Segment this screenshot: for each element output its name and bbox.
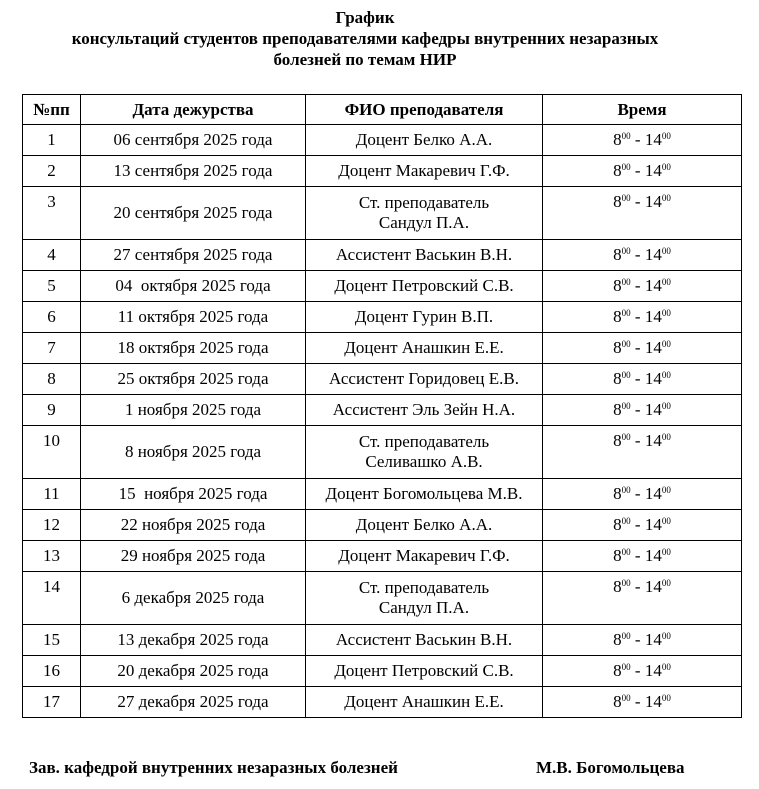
time-start-minutes: 00	[621, 516, 631, 526]
time-end: 14	[644, 369, 662, 388]
consultation-time	[543, 426, 742, 479]
consultation-time	[543, 656, 742, 687]
time-start-minutes: 00	[621, 662, 631, 672]
time-separator: -	[630, 431, 645, 450]
duty-date: 13 сентября 2025 года	[81, 156, 306, 187]
header-teacher: ФИО преподавателя	[306, 95, 543, 125]
time-range	[613, 276, 671, 295]
time-start-minutes: 00	[621, 485, 631, 495]
time-start: 8	[613, 276, 622, 295]
time-range	[613, 130, 671, 149]
teacher-name-line: Доцент Гурин В.П.	[354, 307, 494, 326]
time-separator: -	[630, 546, 645, 565]
table-row	[23, 240, 742, 271]
table-header-row	[23, 95, 742, 125]
schedule-body	[23, 125, 742, 718]
time-range	[613, 484, 671, 503]
time-end-minutes: 00	[661, 516, 671, 526]
table-row	[23, 302, 742, 333]
time-start: 8	[613, 515, 622, 534]
row-number: 14	[23, 572, 81, 625]
consultation-time	[543, 302, 742, 333]
teacher-name	[306, 333, 543, 364]
row-number: 8	[23, 364, 81, 395]
time-end: 14	[644, 546, 662, 565]
time-end-minutes: 00	[661, 131, 671, 141]
teacher-name-line: Ассистент Васькин В.Н.	[335, 630, 513, 649]
teacher-name-line: Доцент Петровский С.В.	[334, 661, 514, 680]
time-separator: -	[630, 276, 645, 295]
consultation-time	[543, 240, 742, 271]
title-line-1: График	[335, 8, 395, 27]
header-date: Дата дежурства	[81, 95, 306, 125]
consultation-time	[543, 510, 742, 541]
duty-date: 11 октября 2025 года	[81, 302, 306, 333]
teacher-name-line: Доцент Богомольцева М.В.	[325, 484, 523, 503]
row-number: 10	[23, 426, 81, 479]
time-end-minutes: 00	[661, 432, 671, 442]
time-range	[613, 546, 671, 565]
row-number: 5	[23, 271, 81, 302]
row-number: 6	[23, 302, 81, 333]
time-start: 8	[613, 338, 622, 357]
time-end-minutes: 00	[661, 339, 671, 349]
time-start-minutes: 00	[621, 131, 631, 141]
duty-date: 8 ноября 2025 года	[81, 426, 306, 479]
table-row	[23, 187, 742, 240]
schedule-table	[22, 94, 742, 718]
table-row	[23, 479, 742, 510]
duty-date: 04 октября 2025 года	[81, 271, 306, 302]
row-number: 2	[23, 156, 81, 187]
teacher-name-line: Доцент Макаревич Г.Ф.	[338, 546, 510, 565]
time-end: 14	[644, 577, 662, 596]
teacher-name	[306, 302, 543, 333]
time-end: 14	[644, 338, 662, 357]
time-separator: -	[630, 307, 645, 326]
header-time: Время	[543, 95, 742, 125]
consultation-time	[543, 187, 742, 240]
time-range	[613, 369, 671, 388]
consultation-time	[543, 333, 742, 364]
time-end: 14	[644, 400, 662, 419]
time-range	[613, 577, 671, 596]
time-start: 8	[613, 484, 622, 503]
time-end: 14	[644, 192, 662, 211]
teacher-name	[306, 271, 543, 302]
time-separator: -	[630, 369, 645, 388]
table-row	[23, 271, 742, 302]
duty-date: 20 декабря 2025 года	[81, 656, 306, 687]
teacher-name-line: Доцент Анашкин Е.Е.	[344, 338, 504, 357]
teacher-name-line: Сандул П.А.	[378, 213, 470, 232]
time-separator: -	[630, 484, 645, 503]
teacher-name	[306, 426, 543, 479]
row-number: 1	[23, 125, 81, 156]
time-end-minutes: 00	[661, 547, 671, 557]
teacher-name-line: Ассистент Эль Зейн Н.А.	[332, 400, 516, 419]
time-separator: -	[630, 577, 645, 596]
consultation-time	[543, 541, 742, 572]
title-line-2: консультаций студентов преподавателями кафедры внутренних незаразных	[71, 29, 659, 48]
row-number: 15	[23, 625, 81, 656]
table-row	[23, 333, 742, 364]
time-range	[613, 192, 671, 211]
table-row	[23, 426, 742, 479]
time-end: 14	[644, 692, 662, 711]
time-start-minutes: 00	[621, 631, 631, 641]
teacher-name-line: Ассистент Горидовец Е.В.	[329, 369, 519, 388]
time-range	[613, 245, 671, 264]
time-end: 14	[644, 515, 662, 534]
consultation-time	[543, 572, 742, 625]
time-end-minutes: 00	[661, 485, 671, 495]
row-number: 12	[23, 510, 81, 541]
document-title	[0, 7, 730, 70]
time-end-minutes: 00	[661, 193, 671, 203]
row-number: 9	[23, 395, 81, 426]
teacher-name	[306, 687, 543, 718]
time-range	[613, 692, 671, 711]
time-separator: -	[630, 338, 645, 357]
time-end-minutes: 00	[661, 401, 671, 411]
time-range	[613, 307, 671, 326]
time-end: 14	[644, 630, 662, 649]
row-number: 17	[23, 687, 81, 718]
time-range	[613, 630, 671, 649]
row-number: 4	[23, 240, 81, 271]
time-end-minutes: 00	[661, 631, 671, 641]
time-start-minutes: 00	[621, 246, 631, 256]
footer-signatory: М.В. Богомольцева	[536, 758, 685, 777]
duty-date: 25 октября 2025 года	[81, 364, 306, 395]
duty-date: 29 ноября 2025 года	[81, 541, 306, 572]
time-range	[613, 161, 671, 180]
time-start: 8	[613, 161, 622, 180]
time-end-minutes: 00	[661, 277, 671, 287]
time-start: 8	[613, 245, 622, 264]
time-start: 8	[613, 130, 622, 149]
time-separator: -	[630, 400, 645, 419]
time-end: 14	[644, 484, 662, 503]
teacher-name	[306, 510, 543, 541]
table-row	[23, 687, 742, 718]
teacher-name	[306, 187, 543, 240]
table-row	[23, 541, 742, 572]
duty-date: 15 ноября 2025 года	[81, 479, 306, 510]
title-line-3: болезней по темам НИР	[273, 50, 457, 69]
time-separator: -	[630, 245, 645, 264]
time-start: 8	[613, 577, 622, 596]
time-range	[613, 661, 671, 680]
teacher-name	[306, 364, 543, 395]
time-start: 8	[613, 630, 622, 649]
time-end-minutes: 00	[661, 662, 671, 672]
time-end: 14	[644, 130, 662, 149]
teacher-name	[306, 125, 543, 156]
consultation-time	[543, 395, 742, 426]
teacher-name-line: Доцент Макаревич Г.Ф.	[338, 161, 510, 180]
time-separator: -	[630, 630, 645, 649]
duty-date: 6 декабря 2025 года	[81, 572, 306, 625]
time-start: 8	[613, 661, 622, 680]
time-end: 14	[644, 307, 662, 326]
table-row	[23, 510, 742, 541]
time-start-minutes: 00	[621, 308, 631, 318]
time-separator: -	[630, 661, 645, 680]
time-start: 8	[613, 431, 622, 450]
teacher-name	[306, 656, 543, 687]
teacher-name-line: Ст. преподаватель	[358, 578, 490, 597]
footer-position: Зав. кафедрой внутренних незаразных болезней	[29, 758, 398, 777]
row-number: 11	[23, 479, 81, 510]
consultation-time	[543, 625, 742, 656]
header-number: №пп	[23, 95, 81, 125]
teacher-name	[306, 479, 543, 510]
time-start-minutes: 00	[621, 578, 631, 588]
time-end-minutes: 00	[661, 370, 671, 380]
time-start-minutes: 00	[621, 547, 631, 557]
teacher-name-line: Доцент Петровский С.В.	[334, 276, 514, 295]
duty-date: 20 сентября 2025 года	[81, 187, 306, 240]
time-end-minutes: 00	[661, 693, 671, 703]
teacher-name	[306, 572, 543, 625]
time-range	[613, 431, 671, 450]
table-row	[23, 364, 742, 395]
time-start-minutes: 00	[621, 193, 631, 203]
duty-date: 18 октября 2025 года	[81, 333, 306, 364]
time-end-minutes: 00	[661, 246, 671, 256]
time-separator: -	[630, 515, 645, 534]
table-row	[23, 395, 742, 426]
time-end-minutes: 00	[661, 578, 671, 588]
row-number: 16	[23, 656, 81, 687]
time-separator: -	[630, 130, 645, 149]
row-number: 13	[23, 541, 81, 572]
consultation-time	[543, 156, 742, 187]
table-row	[23, 656, 742, 687]
teacher-name-line: Доцент Белко А.А.	[355, 130, 493, 149]
table-row	[23, 625, 742, 656]
time-start-minutes: 00	[621, 277, 631, 287]
consultation-time	[543, 125, 742, 156]
time-start-minutes: 00	[621, 693, 631, 703]
row-number: 3	[23, 187, 81, 240]
duty-date: 13 декабря 2025 года	[81, 625, 306, 656]
time-start-minutes: 00	[621, 339, 631, 349]
teacher-name	[306, 240, 543, 271]
consultation-time	[543, 479, 742, 510]
teacher-name-line: Селивашко А.В.	[365, 452, 483, 471]
time-start-minutes: 00	[621, 162, 631, 172]
time-end: 14	[644, 161, 662, 180]
time-start: 8	[613, 400, 622, 419]
duty-date: 27 декабря 2025 года	[81, 687, 306, 718]
consultation-time	[543, 364, 742, 395]
time-end: 14	[644, 661, 662, 680]
teacher-name-line: Ст. преподаватель	[358, 193, 490, 212]
time-end: 14	[644, 276, 662, 295]
teacher-name-line: Доцент Белко А.А.	[355, 515, 493, 534]
table-row	[23, 156, 742, 187]
time-range	[613, 515, 671, 534]
time-end: 14	[644, 431, 662, 450]
time-start: 8	[613, 692, 622, 711]
time-start-minutes: 00	[621, 401, 631, 411]
teacher-name-line: Ст. преподаватель	[358, 432, 490, 451]
time-end-minutes: 00	[661, 308, 671, 318]
duty-date: 27 сентября 2025 года	[81, 240, 306, 271]
duty-date: 1 ноября 2025 года	[81, 395, 306, 426]
time-start: 8	[613, 192, 622, 211]
time-start-minutes: 00	[621, 370, 631, 380]
time-start: 8	[613, 546, 622, 565]
time-range	[613, 338, 671, 357]
time-separator: -	[630, 161, 645, 180]
time-start-minutes: 00	[621, 432, 631, 442]
teacher-name	[306, 156, 543, 187]
teacher-name	[306, 395, 543, 426]
time-separator: -	[630, 692, 645, 711]
teacher-name	[306, 541, 543, 572]
duty-date: 22 ноября 2025 года	[81, 510, 306, 541]
table-row	[23, 125, 742, 156]
teacher-name	[306, 625, 543, 656]
table-row	[23, 572, 742, 625]
time-range	[613, 400, 671, 419]
row-number: 7	[23, 333, 81, 364]
teacher-name-line: Сандул П.А.	[378, 598, 470, 617]
teacher-name-line: Ассистент Васькин В.Н.	[335, 245, 513, 264]
time-end: 14	[644, 245, 662, 264]
time-start: 8	[613, 307, 622, 326]
duty-date: 06 сентября 2025 года	[81, 125, 306, 156]
time-end-minutes: 00	[661, 162, 671, 172]
consultation-time	[543, 271, 742, 302]
consultation-time	[543, 687, 742, 718]
time-start: 8	[613, 369, 622, 388]
teacher-name-line: Доцент Анашкин Е.Е.	[344, 692, 504, 711]
time-separator: -	[630, 192, 645, 211]
